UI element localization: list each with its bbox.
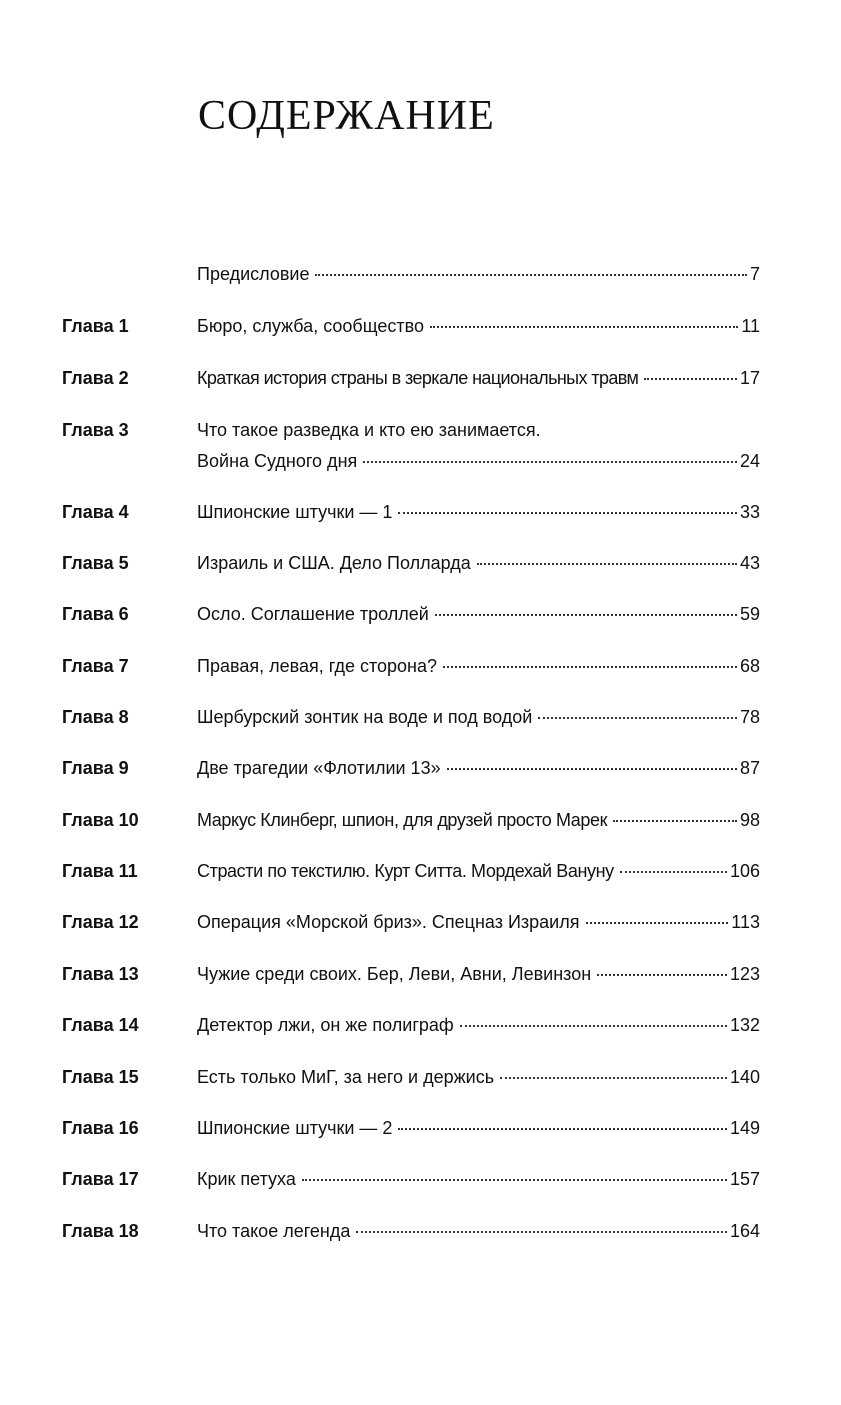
toc-entry-line: [197, 262, 760, 286]
toc-entry-title: Маркус Клинберг, шпион, для друзей просто Марек: [197, 810, 608, 830]
toc-chapter-label: Глава 17: [62, 1169, 139, 1189]
toc-entry-title: Есть только МиГ, за него и держись: [197, 1067, 495, 1087]
toc-entry-line: [197, 551, 760, 575]
toc-page-number: 132: [729, 1015, 760, 1035]
toc-entry-line: [197, 756, 760, 780]
toc-entry-title: Правая, левая, где сторона?: [197, 656, 438, 676]
toc-entry-line: [197, 602, 760, 626]
toc-entry-line: [197, 449, 760, 473]
toc-entry-line: [197, 314, 760, 338]
toc-entry-line: [197, 654, 760, 678]
toc-chapter-label: Глава 15: [62, 1067, 139, 1087]
page-title: СОДЕРЖАНИЕ: [198, 93, 495, 139]
toc-entry-line: [197, 1219, 760, 1243]
toc-entry-title: Бюро, служба, сообщество: [197, 316, 424, 336]
toc-entry-line: [197, 808, 760, 832]
toc-entry-line: [197, 1013, 760, 1037]
toc-entry-line: [197, 962, 760, 986]
toc-page-number: 157: [729, 1169, 760, 1189]
toc-entry-title: Краткая история страны в зеркале национальных травм: [197, 368, 639, 388]
toc-entry-line: [197, 500, 760, 524]
toc-entry-line: [197, 366, 760, 390]
toc-chapter-label: Глава 11: [62, 861, 138, 881]
toc-entry-title: Война Судного дня: [197, 451, 358, 471]
toc-entry-title: Две трагедии «Флотилии 13»: [197, 758, 441, 778]
toc-page-number: 98: [739, 810, 760, 830]
toc-chapter-label: Глава 16: [62, 1118, 139, 1138]
toc-chapter-label: Глава 13: [62, 964, 139, 984]
dot-leader: [460, 1025, 727, 1027]
toc-entry-line: [197, 705, 760, 729]
toc-page-number: 68: [739, 656, 760, 676]
toc-chapter-label: Глава 14: [62, 1015, 139, 1035]
dot-leader: [443, 666, 737, 668]
toc-entry-title: Осло. Соглашение троллей: [197, 604, 429, 624]
dot-leader: [538, 717, 737, 719]
dot-leader: [315, 274, 747, 276]
toc-chapter-label: Глава 1: [62, 316, 129, 336]
toc-chapter-label: Глава 18: [62, 1221, 139, 1241]
dot-leader: [447, 768, 737, 770]
toc-entry-title: Шербурский зонтик на воде и под водой: [197, 707, 533, 727]
toc-entry-line: [197, 910, 760, 934]
dot-leader: [477, 563, 737, 565]
toc-page-number: 7: [749, 264, 760, 284]
toc-entry-line: [197, 859, 760, 883]
toc-entry-title-line1: Что такое разведка и кто ею занимается.: [197, 420, 541, 440]
toc-chapter-label: Глава 9: [62, 758, 129, 778]
toc-page-number: 106: [729, 861, 760, 881]
toc-chapter-label: Глава 10: [62, 810, 139, 830]
toc-entry-line: [197, 1167, 760, 1191]
toc-page-number: 149: [729, 1118, 760, 1138]
toc-entry-title: Предисловие: [197, 264, 310, 284]
toc-page-number: 33: [739, 502, 760, 522]
toc-chapter-label: Глава 8: [62, 707, 129, 727]
toc-chapter-label: Глава 7: [62, 656, 129, 676]
toc-page-number: 59: [739, 604, 760, 624]
toc-entry-chapter-3[interactable]: [0, 418, 841, 478]
dot-leader: [398, 512, 737, 514]
dot-leader: [500, 1077, 727, 1079]
toc-entry-title: Детектор лжи, он же полиграф: [197, 1015, 454, 1035]
toc-entry-title: Страсти по текстилю. Курт Ситта. Мордехай Вануну: [197, 861, 614, 881]
toc-entry-line: [197, 1065, 760, 1089]
toc-page-number: 43: [739, 553, 760, 573]
toc-chapter-label: Глава 2: [62, 368, 129, 388]
toc-chapter-label: Глава 4: [62, 502, 129, 522]
toc-chapter-label: Глава 3: [62, 420, 129, 440]
dot-leader: [363, 461, 737, 463]
dot-leader: [430, 326, 738, 328]
dot-leader: [620, 871, 727, 873]
toc-page-number: 164: [729, 1221, 760, 1241]
toc-entry-line: [197, 1116, 760, 1140]
toc-page-number: 11: [741, 316, 760, 336]
toc-page-number: 17: [739, 368, 760, 388]
toc-entry-title: Израиль и США. Дело Полларда: [197, 553, 471, 573]
toc-entry-title: Чужие среди своих. Бер, Леви, Авни, Левинзон: [197, 964, 592, 984]
dot-leader: [302, 1179, 727, 1181]
toc-page-number: 24: [739, 451, 760, 471]
toc-chapter-label: Глава 5: [62, 553, 129, 573]
dot-leader: [398, 1128, 727, 1130]
toc-entry-title: Шпионские штучки — 1: [197, 502, 393, 522]
toc-entry-title: Крик петуха: [197, 1169, 296, 1189]
dot-leader: [644, 378, 737, 380]
toc-entry-title: Шпионские штучки — 2: [197, 1118, 393, 1138]
toc-page-number: 78: [739, 707, 760, 727]
dot-leader: [356, 1231, 727, 1233]
toc-page-number: 87: [739, 758, 760, 778]
toc-chapter-label: Глава 12: [62, 912, 139, 932]
dot-leader: [597, 974, 727, 976]
dot-leader: [613, 820, 737, 822]
toc-page-number: 140: [729, 1067, 760, 1087]
toc-entry-title: Что такое легенда: [197, 1221, 351, 1241]
toc-page-number: 123: [729, 964, 760, 984]
toc-chapter-label: Глава 6: [62, 604, 129, 624]
toc-page-number: 113: [731, 912, 760, 932]
dot-leader: [435, 614, 737, 616]
toc-entry-title: Операция «Морской бриз». Спецназ Израиля: [197, 912, 580, 932]
dot-leader: [586, 922, 729, 924]
